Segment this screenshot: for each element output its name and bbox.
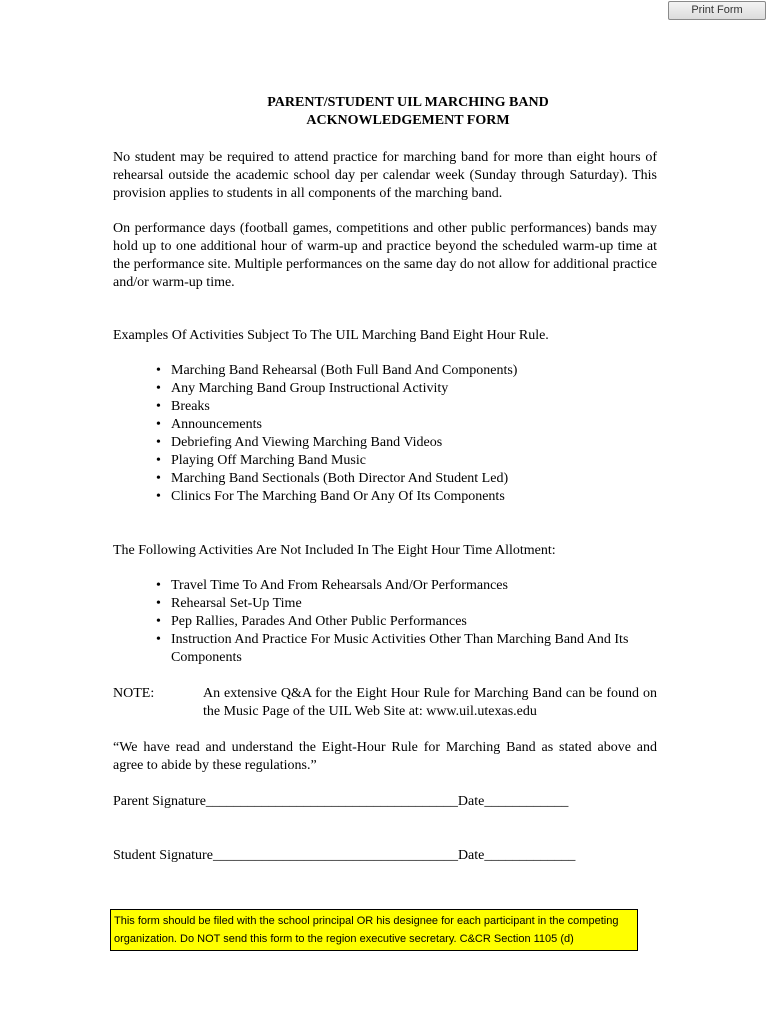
form-title-line-1: PARENT/STUDENT UIL MARCHING BAND xyxy=(267,95,549,110)
student-date-label: Date xyxy=(457,848,485,863)
excluded-activities-list xyxy=(156,577,656,667)
list-item: • Marching Band Sectionals (Both Director And Student Led) xyxy=(156,470,517,488)
list-item: • Announcements xyxy=(156,416,517,434)
list-item: • Clinics For The Marching Band Or Any Of Its Components xyxy=(156,488,517,506)
student-signature-label: Student Signature xyxy=(113,848,213,863)
filing-notice: This form should be filed with the school principal OR his designee for each participant in the competing organization. Do NOT send this form to the region executive secretary. C&CR Section 1105 (d) xyxy=(110,909,638,951)
rule-paragraph: No student may be required to attend practice for marching band for more than eight hours of rehearsal outside the academic school day per calendar week (Sunday through Saturday). This provision applies to students in all components of the marching band. xyxy=(113,150,657,201)
agreement-statement: “We have read and understand the Eight-Hour Rule for Marching Band as stated above and agree to abide by these regulations.” xyxy=(113,740,657,773)
parent-signature-row xyxy=(113,793,568,811)
included-activities-list xyxy=(156,362,517,506)
list-item: • Debriefing And Viewing Marching Band Videos xyxy=(156,434,517,452)
parent-date-line[interactable]: ____________ xyxy=(484,794,569,809)
parent-signature-label: Parent Signature xyxy=(113,794,206,809)
list-item: • Pep Rallies, Parades And Other Public Performances xyxy=(156,613,656,631)
form-title xyxy=(113,94,703,130)
list-item: • Instruction And Practice For Music Activities Other Than Marching Band And Its Components xyxy=(156,631,656,667)
parent-signature-line[interactable]: ____________________________________ xyxy=(205,794,458,809)
note-text: An extensive Q&A for the Eight Hour Rule for Marching Band can be found on the Music Page of the UIL Web Site at: www.uil.utexas.edu xyxy=(203,686,657,719)
list-item: • Breaks xyxy=(156,398,517,416)
list-item: • Playing Off Marching Band Music xyxy=(156,452,517,470)
note-label: NOTE: xyxy=(113,686,155,701)
excluded-activities-heading: The Following Activities Are Not Included In The Eight Hour Time Allotment: xyxy=(113,543,556,558)
parent-date-label: Date xyxy=(457,794,485,809)
student-date-line[interactable]: _____________ xyxy=(484,848,576,863)
student-signature-row xyxy=(113,847,575,865)
performance-day-paragraph: On performance days (football games, competitions and other public performances) bands may hold up to one additional hour of warm-up and practice beyond the scheduled warm-up time at the performance site. Multiple performances on the same day do not allow for additional practice and/or warm-up time. xyxy=(113,221,657,290)
list-item: • Any Marching Band Group Instructional Activity xyxy=(156,380,517,398)
list-item: • Marching Band Rehearsal (Both Full Band And Components) xyxy=(156,362,517,380)
list-item: • Travel Time To And From Rehearsals And/Or Performances xyxy=(156,577,656,595)
student-signature-line[interactable]: ___________________________________ xyxy=(212,848,458,863)
form-title-line-2: ACKNOWLEDGEMENT FORM xyxy=(306,113,510,128)
print-form-button[interactable]: Print Form xyxy=(668,1,766,20)
list-item: • Rehearsal Set-Up Time xyxy=(156,595,656,613)
included-activities-heading: Examples Of Activities Subject To The UIL Marching Band Eight Hour Rule. xyxy=(113,328,549,343)
